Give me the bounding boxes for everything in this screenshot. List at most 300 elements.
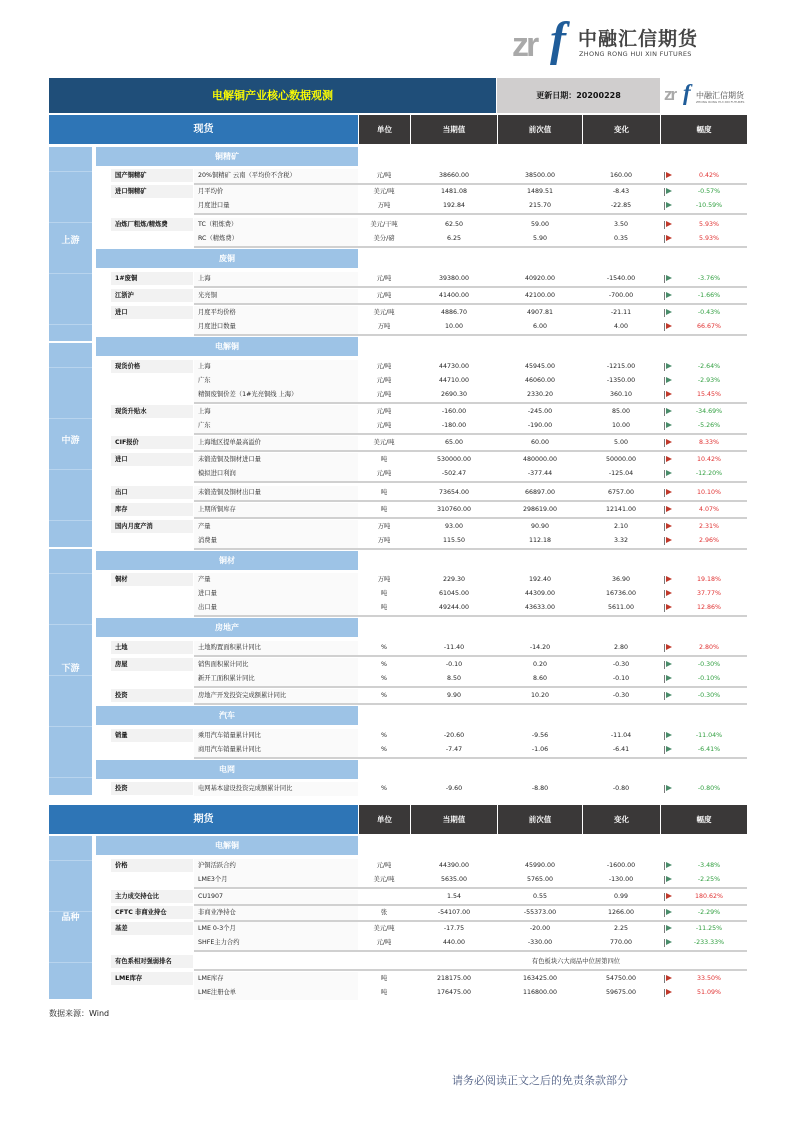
previous-value: 45945.00 xyxy=(524,363,556,370)
flag-pole xyxy=(664,876,665,884)
table-row xyxy=(49,641,747,655)
disclaimer: 请务必阅读正文之后的免责条款部分 xyxy=(452,1074,628,1087)
col-header-pct: 幅度 xyxy=(661,805,747,834)
region-gridline xyxy=(49,777,92,778)
col-header-unit: 单位 xyxy=(359,805,410,834)
flag-pole xyxy=(664,537,665,545)
pct-value: 2.31% xyxy=(698,523,719,530)
previous-value: 38500.00 xyxy=(524,172,556,179)
previous-value: -9.56 xyxy=(531,732,549,739)
change-value: -0.10 xyxy=(612,675,630,682)
flag-pole xyxy=(664,989,665,997)
flag-icon xyxy=(664,456,676,464)
row-item: CU1907 xyxy=(194,890,358,904)
flag-pole xyxy=(664,975,665,983)
table-row xyxy=(49,486,747,500)
current-value: -160.00 xyxy=(441,408,467,415)
pct-value: -10.59% xyxy=(695,202,723,209)
row-item: 新开工面积累计同比 xyxy=(194,672,358,686)
brand-name-cn: 中融汇信期货 xyxy=(696,91,744,100)
change-value: 5611.00 xyxy=(607,604,635,611)
change-value: 16736.00 xyxy=(605,590,637,597)
logo-mark-zr: zr xyxy=(664,85,676,104)
current-value: 192.84 xyxy=(442,202,466,209)
flag-pennant xyxy=(666,732,672,738)
row-divider xyxy=(194,334,747,336)
table-row xyxy=(49,320,747,334)
row-item: LME3个月 xyxy=(194,873,358,887)
flag-pennant xyxy=(666,590,672,596)
flag-pole xyxy=(664,172,665,180)
row-category: 库存 xyxy=(111,503,193,516)
row-unit: 元/吨 xyxy=(376,377,392,384)
pct-value: 51.09% xyxy=(696,989,721,996)
previous-value: 42100.00 xyxy=(524,292,556,299)
row-unit: 元/吨 xyxy=(376,470,392,477)
flag-pennant xyxy=(666,172,672,178)
change-value: -1350.00 xyxy=(606,377,636,384)
row-unit: 吨 xyxy=(380,489,388,496)
flag-pole xyxy=(664,893,665,901)
pct-value: 12.86% xyxy=(696,604,721,611)
previous-value: 43633.00 xyxy=(524,604,556,611)
table-row xyxy=(49,729,747,743)
current-value: 9.90 xyxy=(446,692,462,699)
previous-value: 5.90 xyxy=(532,235,548,242)
flag-pole xyxy=(664,439,665,447)
change-value: -125.04 xyxy=(608,470,634,477)
row-unit: 万吨 xyxy=(377,537,391,544)
pct-value: -0.80% xyxy=(697,785,721,792)
current-value: -17.75 xyxy=(443,925,465,932)
previous-value: 298619.00 xyxy=(522,506,558,513)
current-value: -11.40 xyxy=(443,644,465,651)
row-divider xyxy=(194,703,747,705)
row-item: 未锻造铜及铜材进口量 xyxy=(194,453,358,467)
table-row xyxy=(49,587,747,601)
table-row xyxy=(49,658,747,672)
row-item: 光亮铜 xyxy=(194,289,358,303)
row-category: 出口 xyxy=(111,486,193,499)
row-item: 非商业净持仓 xyxy=(194,906,358,920)
pct-value: -3.76% xyxy=(697,275,721,282)
change-value: 59675.00 xyxy=(605,989,637,996)
row-divider xyxy=(194,517,747,519)
row-unit: 吨 xyxy=(380,975,388,982)
logo-mark-f: f xyxy=(550,13,566,66)
row-item xyxy=(194,955,358,969)
table-row xyxy=(49,573,747,587)
flag-icon xyxy=(664,523,676,531)
flag-pole xyxy=(664,576,665,584)
flag-icon xyxy=(664,188,676,196)
flag-pole xyxy=(664,732,665,740)
row-item: 上海 xyxy=(194,272,358,286)
change-value: 36.90 xyxy=(611,576,631,583)
row-divider xyxy=(194,303,747,305)
current-value: 5635.00 xyxy=(440,876,468,883)
table-row xyxy=(49,972,747,986)
row-item: LME 0-3个月 xyxy=(194,922,358,936)
change-value: 0.99 xyxy=(613,893,629,900)
group-header: 废铜 xyxy=(96,249,358,268)
pct-value: -0.10% xyxy=(697,675,721,682)
row-unit: 元/吨 xyxy=(376,363,392,370)
change-value: -1540.00 xyxy=(606,275,636,282)
previous-value: -14.20 xyxy=(529,644,551,651)
flag-icon xyxy=(664,363,676,371)
flag-pennant xyxy=(666,975,672,981)
table-row xyxy=(49,419,747,433)
row-item: 模拟进口利润 xyxy=(194,467,358,481)
table-row xyxy=(49,689,747,703)
flag-pennant xyxy=(666,675,672,681)
pct-value: 5.93% xyxy=(698,235,719,242)
change-value: 50000.00 xyxy=(605,456,637,463)
row-item: 上海地区提单最高溢价 xyxy=(194,436,358,450)
brand-name-en: ZHONG RONG HUI XIN FUTURES xyxy=(696,100,745,104)
col-header-previous: 前次值 xyxy=(498,115,582,144)
change-value: 2.10 xyxy=(613,523,629,530)
change-value: -1215.00 xyxy=(606,363,636,370)
flag-icon xyxy=(664,221,676,229)
current-value: 49244.00 xyxy=(438,604,470,611)
spot-header-row xyxy=(49,115,747,144)
row-category: 进口铜精矿 xyxy=(111,185,193,198)
table-row xyxy=(49,601,747,615)
pct-value: 2.96% xyxy=(698,537,719,544)
col-header-previous: 前次值 xyxy=(498,805,582,834)
change-value: -700.00 xyxy=(608,292,634,299)
row-divider xyxy=(194,402,747,404)
change-value: -8.43 xyxy=(612,188,630,195)
flag-icon xyxy=(664,862,676,870)
flag-icon xyxy=(664,925,676,933)
flag-pennant xyxy=(666,391,672,397)
change-value: 160.00 xyxy=(609,172,633,179)
current-value: 41400.00 xyxy=(438,292,470,299)
row-note: 有色板块六大商品中位居第四位 xyxy=(531,958,621,965)
update-date: 更新日期：20200228 xyxy=(497,78,660,113)
flag-icon xyxy=(664,506,676,514)
row-divider xyxy=(194,757,747,759)
flag-icon xyxy=(664,422,676,430)
row-unit: 元/吨 xyxy=(376,408,392,415)
row-item: 月度平均价格 xyxy=(194,306,358,320)
flag-pole xyxy=(664,746,665,754)
previous-value: 0.20 xyxy=(532,661,548,668)
table-row xyxy=(49,405,747,419)
previous-value: 1489.51 xyxy=(526,188,554,195)
pct-value: 4.07% xyxy=(698,506,719,513)
current-value: 6.25 xyxy=(446,235,462,242)
flag-pennant xyxy=(666,692,672,698)
flag-icon xyxy=(664,909,676,917)
flag-pole xyxy=(664,292,665,300)
table-row xyxy=(49,672,747,686)
row-unit: 元/吨 xyxy=(376,391,392,398)
spot-body xyxy=(49,144,747,795)
flag-icon xyxy=(664,975,676,983)
data-sheet xyxy=(49,78,747,999)
previous-value: 0.55 xyxy=(532,893,548,900)
table-row xyxy=(49,218,747,232)
flag-pole xyxy=(664,925,665,933)
flag-pennant xyxy=(666,925,672,931)
flag-icon xyxy=(664,470,676,478)
pct-value: -5.26% xyxy=(697,422,721,429)
row-unit: 万吨 xyxy=(377,323,391,330)
row-divider xyxy=(194,433,747,435)
previous-value: -55373.00 xyxy=(523,909,557,916)
row-item: 产量 xyxy=(194,520,358,534)
current-value: 115.50 xyxy=(442,537,466,544)
table-row xyxy=(49,520,747,534)
flag-icon xyxy=(664,309,676,317)
row-unit: % xyxy=(381,675,387,682)
flag-pennant xyxy=(666,939,672,945)
flag-pennant xyxy=(666,309,672,315)
previous-value: -190.00 xyxy=(527,422,553,429)
flag-icon xyxy=(664,939,676,947)
row-unit: 美元/干吨 xyxy=(370,221,398,228)
flag-pole xyxy=(664,939,665,947)
row-item: 商用汽车销量累计同比 xyxy=(194,743,358,757)
current-value: -0.10 xyxy=(445,661,463,668)
pct-value: -2.29% xyxy=(697,909,721,916)
flag-pole xyxy=(664,377,665,385)
section-title-futures: 期货 xyxy=(49,805,358,834)
table-row xyxy=(49,272,747,286)
table-row xyxy=(49,955,747,969)
col-header-current: 当期值 xyxy=(411,115,497,144)
previous-value: 6.00 xyxy=(532,323,548,330)
table-row xyxy=(49,467,747,481)
flag-pole xyxy=(664,456,665,464)
section-title-spot: 现货 xyxy=(49,115,358,144)
change-value: 770.00 xyxy=(609,939,633,946)
row-unit: 美元/吨 xyxy=(373,309,395,316)
pct-value: -0.30% xyxy=(697,661,721,668)
region-gridline xyxy=(49,726,92,727)
row-item: 月平均价 xyxy=(194,185,358,199)
table-row xyxy=(49,743,747,757)
page-title: 电解铜产业核心数据观测 xyxy=(49,78,496,113)
row-unit: 万吨 xyxy=(377,523,391,530)
flag-pole xyxy=(664,909,665,917)
flag-pennant xyxy=(666,377,672,383)
row-item: 未锻造铜及铜材出口量 xyxy=(194,486,358,500)
flag-pennant xyxy=(666,221,672,227)
flag-pennant xyxy=(666,470,672,476)
current-value: 310760.00 xyxy=(436,506,472,513)
row-item: 上海 xyxy=(194,360,358,374)
flag-pennant xyxy=(666,408,672,414)
pct-value: 19.18% xyxy=(696,576,721,583)
row-category: CIF报价 xyxy=(111,436,193,449)
flag-pole xyxy=(664,785,665,793)
flag-icon xyxy=(664,644,676,652)
flag-icon xyxy=(664,785,676,793)
row-unit: % xyxy=(381,785,387,792)
pct-value: 15.45% xyxy=(696,391,721,398)
flag-pennant xyxy=(666,422,672,428)
brand-logo xyxy=(510,13,699,66)
flag-icon xyxy=(664,292,676,300)
flag-pole xyxy=(664,309,665,317)
pct-value: -2.64% xyxy=(697,363,721,370)
row-divider xyxy=(194,950,747,952)
flag-icon xyxy=(664,746,676,754)
row-divider xyxy=(194,450,747,452)
row-item: TC（粗炼费） xyxy=(194,218,358,232)
previous-value: -330.00 xyxy=(527,939,553,946)
row-unit: 美分/磅 xyxy=(373,235,395,242)
row-unit: 美元/吨 xyxy=(373,876,395,883)
row-unit: 元/吨 xyxy=(376,275,392,282)
flag-icon xyxy=(664,732,676,740)
row-item: RC（精炼费） xyxy=(194,232,358,246)
row-item: 上海 xyxy=(194,405,358,419)
row-category: 销量 xyxy=(111,729,193,742)
previous-value: 45990.00 xyxy=(524,862,556,869)
table-row xyxy=(49,936,747,950)
current-value: 1481.08 xyxy=(440,188,468,195)
table-row xyxy=(49,890,747,904)
pct-value: 10.10% xyxy=(696,489,721,496)
table-row xyxy=(49,782,747,796)
flag-pole xyxy=(664,422,665,430)
change-value: 3.32 xyxy=(613,537,629,544)
flag-pennant xyxy=(666,188,672,194)
row-item: 电网基本建设投资完成额累计同比 xyxy=(194,782,358,796)
row-category: LME库存 xyxy=(111,972,193,985)
row-unit: % xyxy=(381,746,387,753)
flag-icon xyxy=(664,391,676,399)
row-category: 基差 xyxy=(111,922,193,935)
change-value: -21.11 xyxy=(610,309,632,316)
row-category: 铜材 xyxy=(111,573,193,586)
small-brand-logo xyxy=(661,78,747,113)
current-value: -7.47 xyxy=(445,746,463,753)
current-value: 39380.00 xyxy=(438,275,470,282)
row-unit: 元/吨 xyxy=(376,172,392,179)
row-unit: 元/吨 xyxy=(376,939,392,946)
previous-value: 215.70 xyxy=(528,202,552,209)
flag-icon xyxy=(664,489,676,497)
region-label: 中游 xyxy=(61,436,80,446)
row-category: 冶炼厂粗炼/精炼费 xyxy=(111,218,193,231)
row-unit: 吨 xyxy=(380,456,388,463)
row-item: 土地购置面积累计同比 xyxy=(194,641,358,655)
region-label: 下游 xyxy=(61,664,80,674)
change-value: 3.50 xyxy=(613,221,629,228)
row-category: 房屋 xyxy=(111,658,193,671)
pct-value: -0.43% xyxy=(697,309,721,316)
row-category: 投资 xyxy=(111,782,193,795)
flag-pennant xyxy=(666,876,672,882)
change-value: 2.25 xyxy=(613,925,629,932)
row-item: 广东 xyxy=(194,419,358,433)
current-value: 61045.00 xyxy=(438,590,470,597)
table-row xyxy=(49,453,747,467)
flag-pole xyxy=(664,408,665,416)
row-unit: 万吨 xyxy=(377,576,391,583)
flag-icon xyxy=(664,661,676,669)
region-label: 品种 xyxy=(61,913,80,923)
previous-value: 10.20 xyxy=(530,692,550,699)
table-row xyxy=(49,232,747,246)
row-divider xyxy=(194,213,747,215)
row-unit: 元/吨 xyxy=(376,292,392,299)
col-header-pct: 幅度 xyxy=(661,115,747,144)
flag-pennant xyxy=(666,989,672,995)
current-value: -20.60 xyxy=(443,732,465,739)
change-value: 4.00 xyxy=(613,323,629,330)
flag-pennant xyxy=(666,456,672,462)
brand-name-en: ZHONG RONG HUI XIN FUTURES xyxy=(579,50,692,58)
table-row xyxy=(49,360,747,374)
flag-pole xyxy=(664,221,665,229)
col-header-change: 变化 xyxy=(583,115,660,144)
row-item: 精铜废铜价差（1#光亮铜线 上海） xyxy=(194,388,358,402)
table-row xyxy=(49,306,747,320)
flag-pennant xyxy=(666,604,672,610)
previous-value: 46060.00 xyxy=(524,377,556,384)
group-header: 电解铜 xyxy=(96,836,358,855)
flag-pole xyxy=(664,470,665,478)
flag-pole xyxy=(664,188,665,196)
change-value: -22.85 xyxy=(610,202,632,209)
row-item: 进口量 xyxy=(194,587,358,601)
row-unit: % xyxy=(381,661,387,668)
row-category: 主力成交持仓比 xyxy=(111,890,193,903)
flag-icon xyxy=(664,323,676,331)
row-category: 江浙沪 xyxy=(111,289,193,302)
change-value: 54750.00 xyxy=(605,975,637,982)
flag-pennant xyxy=(666,661,672,667)
flag-pole xyxy=(664,202,665,210)
current-value: 44710.00 xyxy=(438,377,470,384)
row-category: 投资 xyxy=(111,689,193,702)
change-value: -0.30 xyxy=(612,692,630,699)
row-category: 价格 xyxy=(111,859,193,872)
pct-value: -6.41% xyxy=(697,746,721,753)
group-header: 电解铜 xyxy=(96,337,358,356)
flag-icon xyxy=(664,989,676,997)
row-divider xyxy=(194,686,747,688)
flag-pole xyxy=(664,275,665,283)
row-divider xyxy=(194,500,747,502)
previous-value: -377.44 xyxy=(527,470,553,477)
pct-value: 33.50% xyxy=(696,975,721,982)
row-category: CFTC 非商业持仓 xyxy=(111,906,193,919)
flag-pennant xyxy=(666,275,672,281)
current-value: 1.54 xyxy=(446,893,462,900)
current-value: 2690.30 xyxy=(440,391,468,398)
flag-pennant xyxy=(666,537,672,543)
flag-pole xyxy=(664,363,665,371)
previous-value: 480000.00 xyxy=(522,456,558,463)
flag-pennant xyxy=(666,363,672,369)
pct-value: -2.25% xyxy=(697,876,721,883)
row-item: 出口量 xyxy=(194,601,358,615)
current-value: 93.00 xyxy=(444,523,464,530)
logo-mark-f: f xyxy=(683,80,691,105)
previous-value: -1.06 xyxy=(531,746,549,753)
flag-pennant xyxy=(666,323,672,329)
flag-pennant xyxy=(666,489,672,495)
